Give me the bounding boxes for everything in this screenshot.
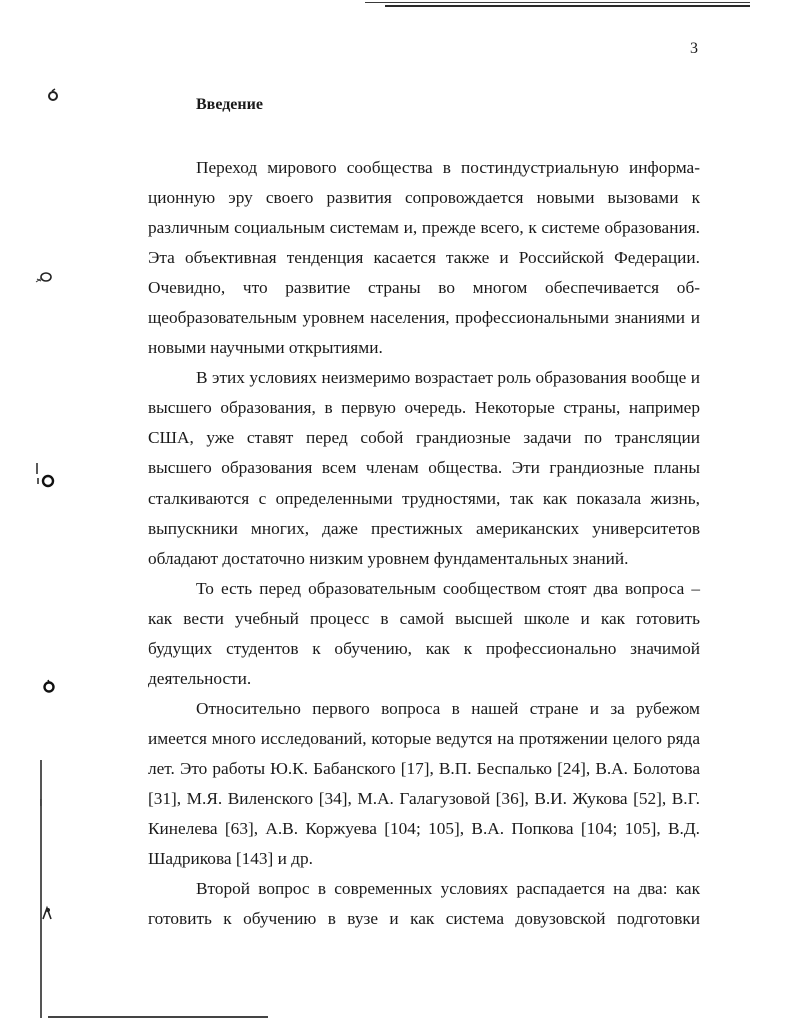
hole-mark-icon: [46, 88, 60, 102]
scan-dot-icon: [39, 798, 43, 808]
hole-mark-icon: [34, 462, 56, 488]
hole-mark-icon: [34, 268, 54, 286]
margin-mark: [34, 268, 54, 289]
paragraph: В этих условиях неизмеримо возрастает роль образования вообще и высшего образования, в первую очередь. Некоторые страны, например США, уже ставят перед собой грандиозные задачи по трансляции высшего образования всем членам общества. Эти грандиозные планы сталкиваются с определенными трудностями, так как показала жизнь, выпускники многих, даже престижных американских университетов обладают достаточно низким уровнем фундаментальных знаний.: [148, 368, 700, 568]
scan-line: [365, 2, 750, 3]
margin-mark: [39, 795, 43, 811]
paragraph: То есть перед образовательным сообществом стоят два вопроса – как вести учебный процесс в самой высшей школе и как готовить будущих студентов к обучению, как к профессионально значимой деятельности.: [148, 578, 700, 688]
body-text: [148, 153, 700, 934]
hole-mark-icon: [42, 678, 56, 694]
paragraph: Второй вопрос в современных условиях распадается на два: как готовить к обучению в вузе и как система довузовской подготовки: [148, 879, 700, 929]
page-number: 3: [690, 40, 698, 57]
paragraph: Переход мирового сообщества в постиндустриальную информационную эру своего развития сопровождается новыми вызовами к различным социальным системам и, прежде всего, к системе образования. Эта объективная тенденция касается также и Российской Федерации. Очевидно, что развитие страны во многом обеспечивается общеобразовательным уровнем населения, профессиональными знаниями и новыми научными открытиями.: [148, 158, 700, 358]
margin-mark: [40, 905, 54, 924]
scan-edge-top: [365, 2, 750, 8]
section-heading: Введение: [196, 96, 263, 113]
paragraph: Относительно первого вопроса в нашей стране и за рубежом имеется много исследований, которые ведутся на протяжении целого ряда лет. Это работы Ю.К. Бабанского [17], В.П. Беспалько [24], В.А. Болотова [31], М.Я. Виленского [34], М.А. Галагузовой [36], В.И. Жукова [52], В.Г. Кинелева [63], А.В. Коржуева [104; 105], В.А. Попкова [104; 105], В.Д. Шадрикова [143] и др.: [148, 698, 700, 869]
scan-line: [385, 5, 750, 7]
margin-mark: [42, 678, 56, 697]
margin-mark: [46, 88, 60, 105]
margin-mark: [34, 462, 56, 491]
scan-edge-bottom: [48, 1016, 268, 1018]
hole-mark-icon: [40, 905, 54, 921]
